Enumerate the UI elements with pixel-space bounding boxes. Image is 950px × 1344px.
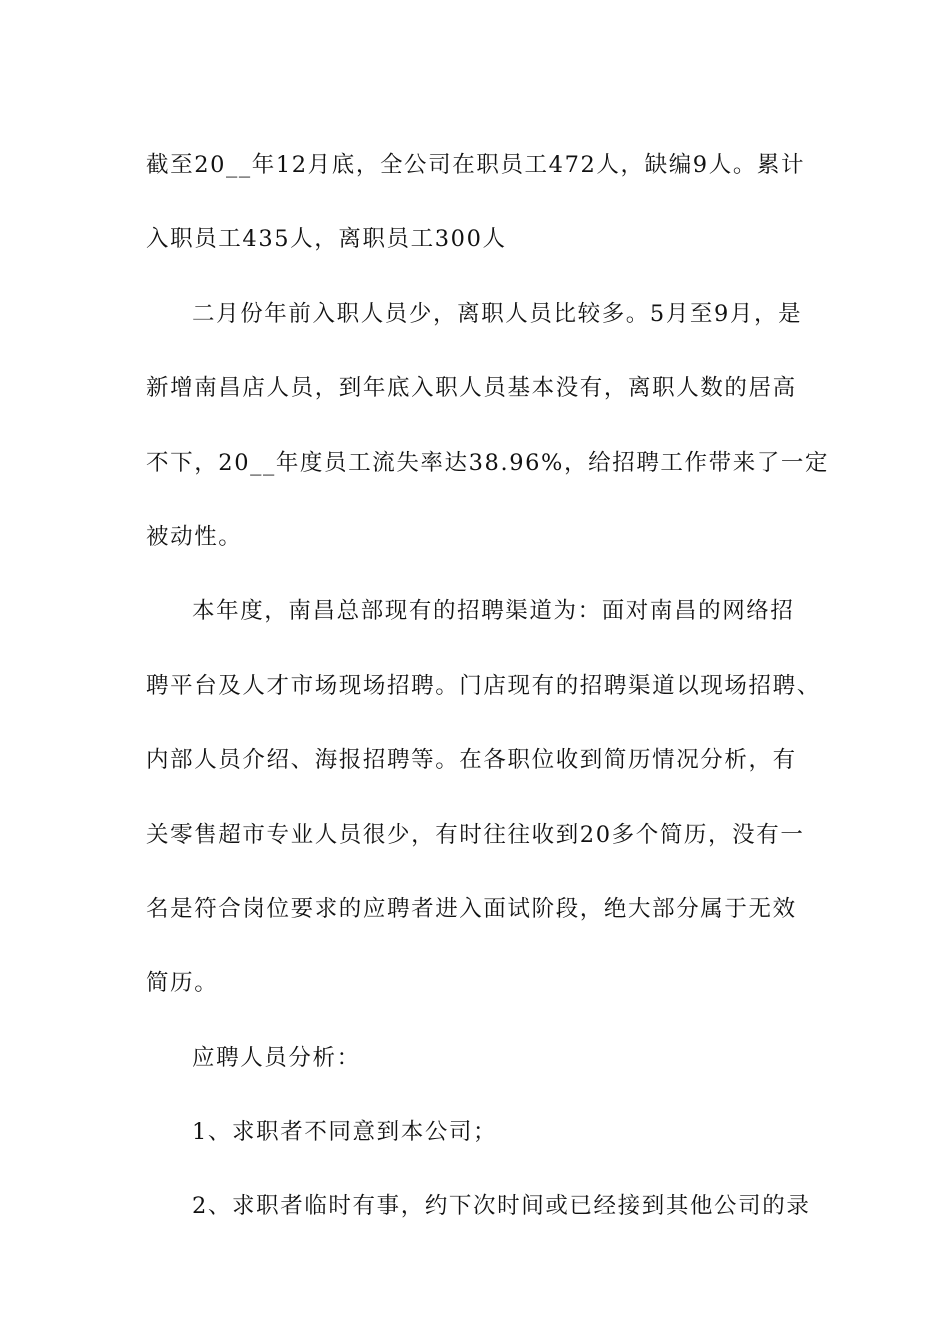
- text-line: 二月份年前入职人员少，离职人员比较多。5月至9月，是: [192, 300, 803, 327]
- text-line: 不下，20__年度员工流失率达38.96%，给招聘工作带来了一定: [146, 449, 830, 476]
- text-line: 名是符合岗位要求的应聘者进入面试阶段，绝大部分属于无效: [146, 895, 797, 922]
- text-line: 入职员工435人，离职员工300人: [146, 226, 507, 253]
- text-line: 本年度，南昌总部现有的招聘渠道为：面对南昌的网络招: [192, 598, 795, 625]
- text-line: 新增南昌店人员，到年底入职人员基本没有，离职人数的居高: [146, 375, 797, 402]
- text-line: 2、求职者临时有事，约下次时间或已经接到其他公司的录: [192, 1193, 811, 1220]
- text-line: 应聘人员分析：: [192, 1044, 361, 1071]
- text-line: 内部人员介绍、海报招聘等。在各职位收到简历情况分析，有: [146, 747, 797, 774]
- text-line: 聘平台及人才市场现场招聘。门店现有的招聘渠道以现场招聘、: [146, 672, 821, 699]
- document-body: [146, 128, 830, 1244]
- text-line: 关零售超市专业人员很少，有时往往收到20多个简历，没有一: [146, 821, 805, 848]
- text-line: 被动性。: [146, 523, 243, 550]
- text-line: 1、求职者不同意到本公司；: [192, 1119, 498, 1146]
- text-line: 简历。: [146, 970, 219, 997]
- text-line: 截至20__年12月底，全公司在职员工472人，缺编9人。累计: [146, 152, 806, 178]
